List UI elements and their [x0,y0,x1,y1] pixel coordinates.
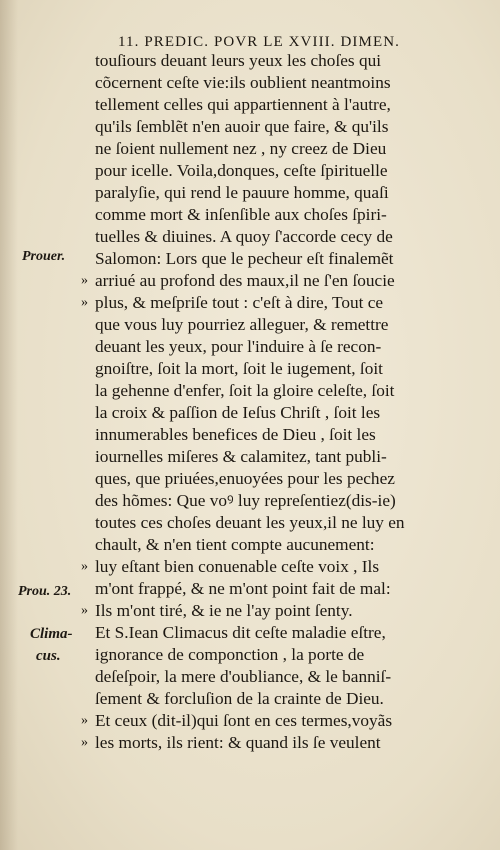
body-text [81,50,475,754]
text-line: innumerables benefices de Dieu , ſoit les [95,425,376,444]
text-line: pour icelle. Voila,donques, ceſte ſpirituelle [95,161,388,180]
text-line: » luy eſtant bien conuenable ceſte voix , Ils [81,557,380,576]
running-header: 11. PREDIC. POVR LE XVIII. DIMEN. [118,34,400,50]
gutter-shadow [0,0,18,850]
text-line: toutes ces choſes deuant les yeux,il ne luy en [95,513,405,532]
text-line: » Ils m'ont tiré, & ie ne l'ay point ſenty. [81,601,353,620]
text-line: ſement & forcluſion de la crainte de Dieu. [95,689,384,708]
text-line: iournelles miſeres & calamitez, tant publi- [95,447,387,466]
text-line: comme mort & inſenſible aux choſes ſpiri- [95,205,387,224]
text-line: » Et ceux (dit-il)qui ſont en ces termes,voyãs [81,711,393,730]
text-line: chault, & n'en tient compte aucunement: [95,535,375,554]
text-line: ques, que priuées,enuoyées pour les pechez [95,469,395,488]
text-line: cõcernent ceſte vie:ils oublient neantmoins [95,73,391,92]
text-line: » les morts, ils rient: & quand ils ſe veulent [81,733,381,752]
text-line: deſeſpoir, la mere d'oubliance, & le banniſ- [95,667,392,686]
text-line: Et S.Iean Climacus dit ceſte maladie eſtre, [95,623,386,642]
text-line: gnoiſtre, ſoit la mort, ſoit le iugement, ſoit [95,359,383,378]
text-line: tellement celles qui appartiennent à l'autre, [95,95,391,114]
text-line: m'ont frappé, & ne m'ont point fait de mal: [95,579,391,598]
text-line: deuant les yeux, pour l'induire à ſe recon- [95,337,382,356]
margin-note-prou-23: Prou. 23. [18,584,72,599]
text-line: » arriué au profond des maux,il ne ſ'en ſoucie [81,271,395,290]
margin-note-climacus-1: Clima- [30,626,73,642]
text-line: des hõmes: Que voꝰ luy repreſentiez(dis-ie) [95,491,396,510]
text-line: la croix & paſſion de Ieſus Chriſt , ſoit les [95,403,381,422]
margin-note-prouer: Prouer. [22,249,66,264]
text-line: touſiours deuant leurs yeux les choſes qui [95,51,382,70]
text-line: ignorance de componction , la porte de [95,645,365,664]
text-line: que vous luy pourriez alleguer, & remettre [95,315,389,334]
text-line: ne ſoient nullement nez , ny creez de Dieu [95,139,387,158]
text-line: paralyſie, qui rend le pauure homme, quaſi [95,183,389,202]
text-line: qu'ils ſemblẽt n'en auoir que faire, & qu'ils [95,117,389,136]
margin-note-climacus-2: cus. [36,648,61,664]
text-line: » plus, & meſpriſe tout : c'eſt à dire, Tout ce [81,293,384,312]
text-line: Salomon: Lors que le pecheur eſt finalemẽt [95,249,394,268]
text-line: la gehenne d'enfer, ſoit la gloire celeſte, ſoit [95,381,395,400]
text-line: tuelles & diuines. A quoy ſ'accorde cecy de [95,227,393,246]
